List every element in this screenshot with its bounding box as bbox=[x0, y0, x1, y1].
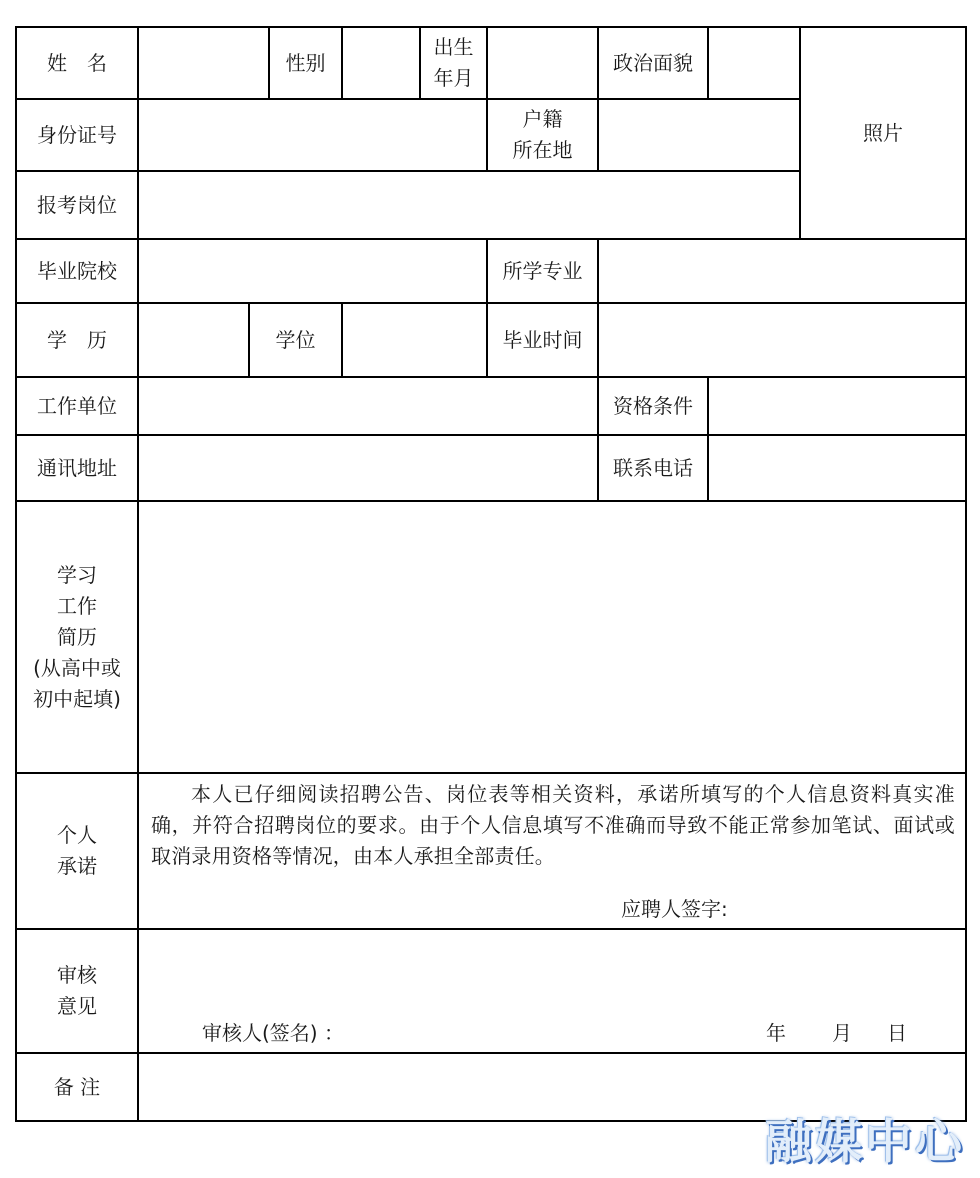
birth-date-field[interactable] bbox=[487, 27, 598, 99]
address-label: 通讯地址 bbox=[16, 435, 138, 501]
review-day-label: 日 bbox=[887, 1021, 907, 1045]
remarks-label: 备 注 bbox=[16, 1053, 138, 1121]
major-label: 所学专业 bbox=[487, 239, 598, 303]
address-field[interactable] bbox=[138, 435, 598, 501]
photo-area[interactable]: 照片 bbox=[800, 27, 966, 239]
position-label: 报考岗位 bbox=[16, 171, 138, 239]
registration-form-table bbox=[15, 26, 967, 1122]
education-field[interactable] bbox=[138, 303, 249, 377]
gender-label: 性别 bbox=[269, 27, 342, 99]
birth-date-label: 出生 年月 bbox=[420, 27, 487, 99]
degree-label: 学位 bbox=[249, 303, 342, 377]
position-field[interactable] bbox=[138, 171, 800, 239]
pledge-text: 本人已仔细阅读招聘公告、岗位表等相关资料，承诺所填写的个人信息资料真实准确，并符合招聘岗位的要求。由于个人信息填写不准确而导致不能正常参加笔试、面试或取消录用资格等情况，由本人承担全部责任。 bbox=[151, 782, 955, 868]
qualification-field[interactable] bbox=[708, 377, 966, 435]
id-number-field[interactable] bbox=[138, 99, 487, 171]
employer-label: 工作单位 bbox=[16, 377, 138, 435]
phone-label: 联系电话 bbox=[598, 435, 708, 501]
education-label: 学 历 bbox=[16, 303, 138, 377]
reviewer-signature[interactable]: 审核人(签名) ： bbox=[202, 1021, 344, 1045]
political-status-label: 政治面貌 bbox=[598, 27, 708, 99]
review-label: 审核 意见 bbox=[16, 929, 138, 1053]
graduation-time-label: 毕业时间 bbox=[487, 303, 598, 377]
phone-field[interactable] bbox=[708, 435, 966, 501]
gender-field[interactable] bbox=[342, 27, 420, 99]
hukou-label: 户籍 所在地 bbox=[487, 99, 598, 171]
graduation-time-field[interactable] bbox=[598, 303, 966, 377]
watermark-logo: 融媒中心 bbox=[765, 1115, 965, 1170]
school-label: 毕业院校 bbox=[16, 239, 138, 303]
name-field[interactable] bbox=[138, 27, 269, 99]
applicant-signature[interactable]: 应聘人签字: bbox=[621, 897, 728, 921]
qualification-label: 资格条件 bbox=[598, 377, 708, 435]
pledge-cell bbox=[138, 773, 966, 929]
id-number-label: 身份证号 bbox=[16, 99, 138, 171]
pledge-label: 个人 承诺 bbox=[16, 773, 138, 929]
political-status-field[interactable] bbox=[708, 27, 800, 99]
resume-field[interactable] bbox=[138, 501, 966, 773]
employer-field[interactable] bbox=[138, 377, 598, 435]
resume-label: 学习 工作 简历 (从高中或 初中起填) bbox=[16, 501, 138, 773]
school-field[interactable] bbox=[138, 239, 487, 303]
name-label: 姓 名 bbox=[16, 27, 138, 99]
review-cell[interactable] bbox=[138, 929, 966, 1053]
degree-field[interactable] bbox=[342, 303, 487, 377]
major-field[interactable] bbox=[598, 239, 966, 303]
review-date[interactable] bbox=[766, 1018, 907, 1049]
remarks-field[interactable] bbox=[138, 1053, 966, 1121]
hukou-field[interactable] bbox=[598, 99, 800, 171]
review-month-label: 月 bbox=[832, 1021, 852, 1045]
review-year-label: 年 bbox=[766, 1021, 786, 1045]
